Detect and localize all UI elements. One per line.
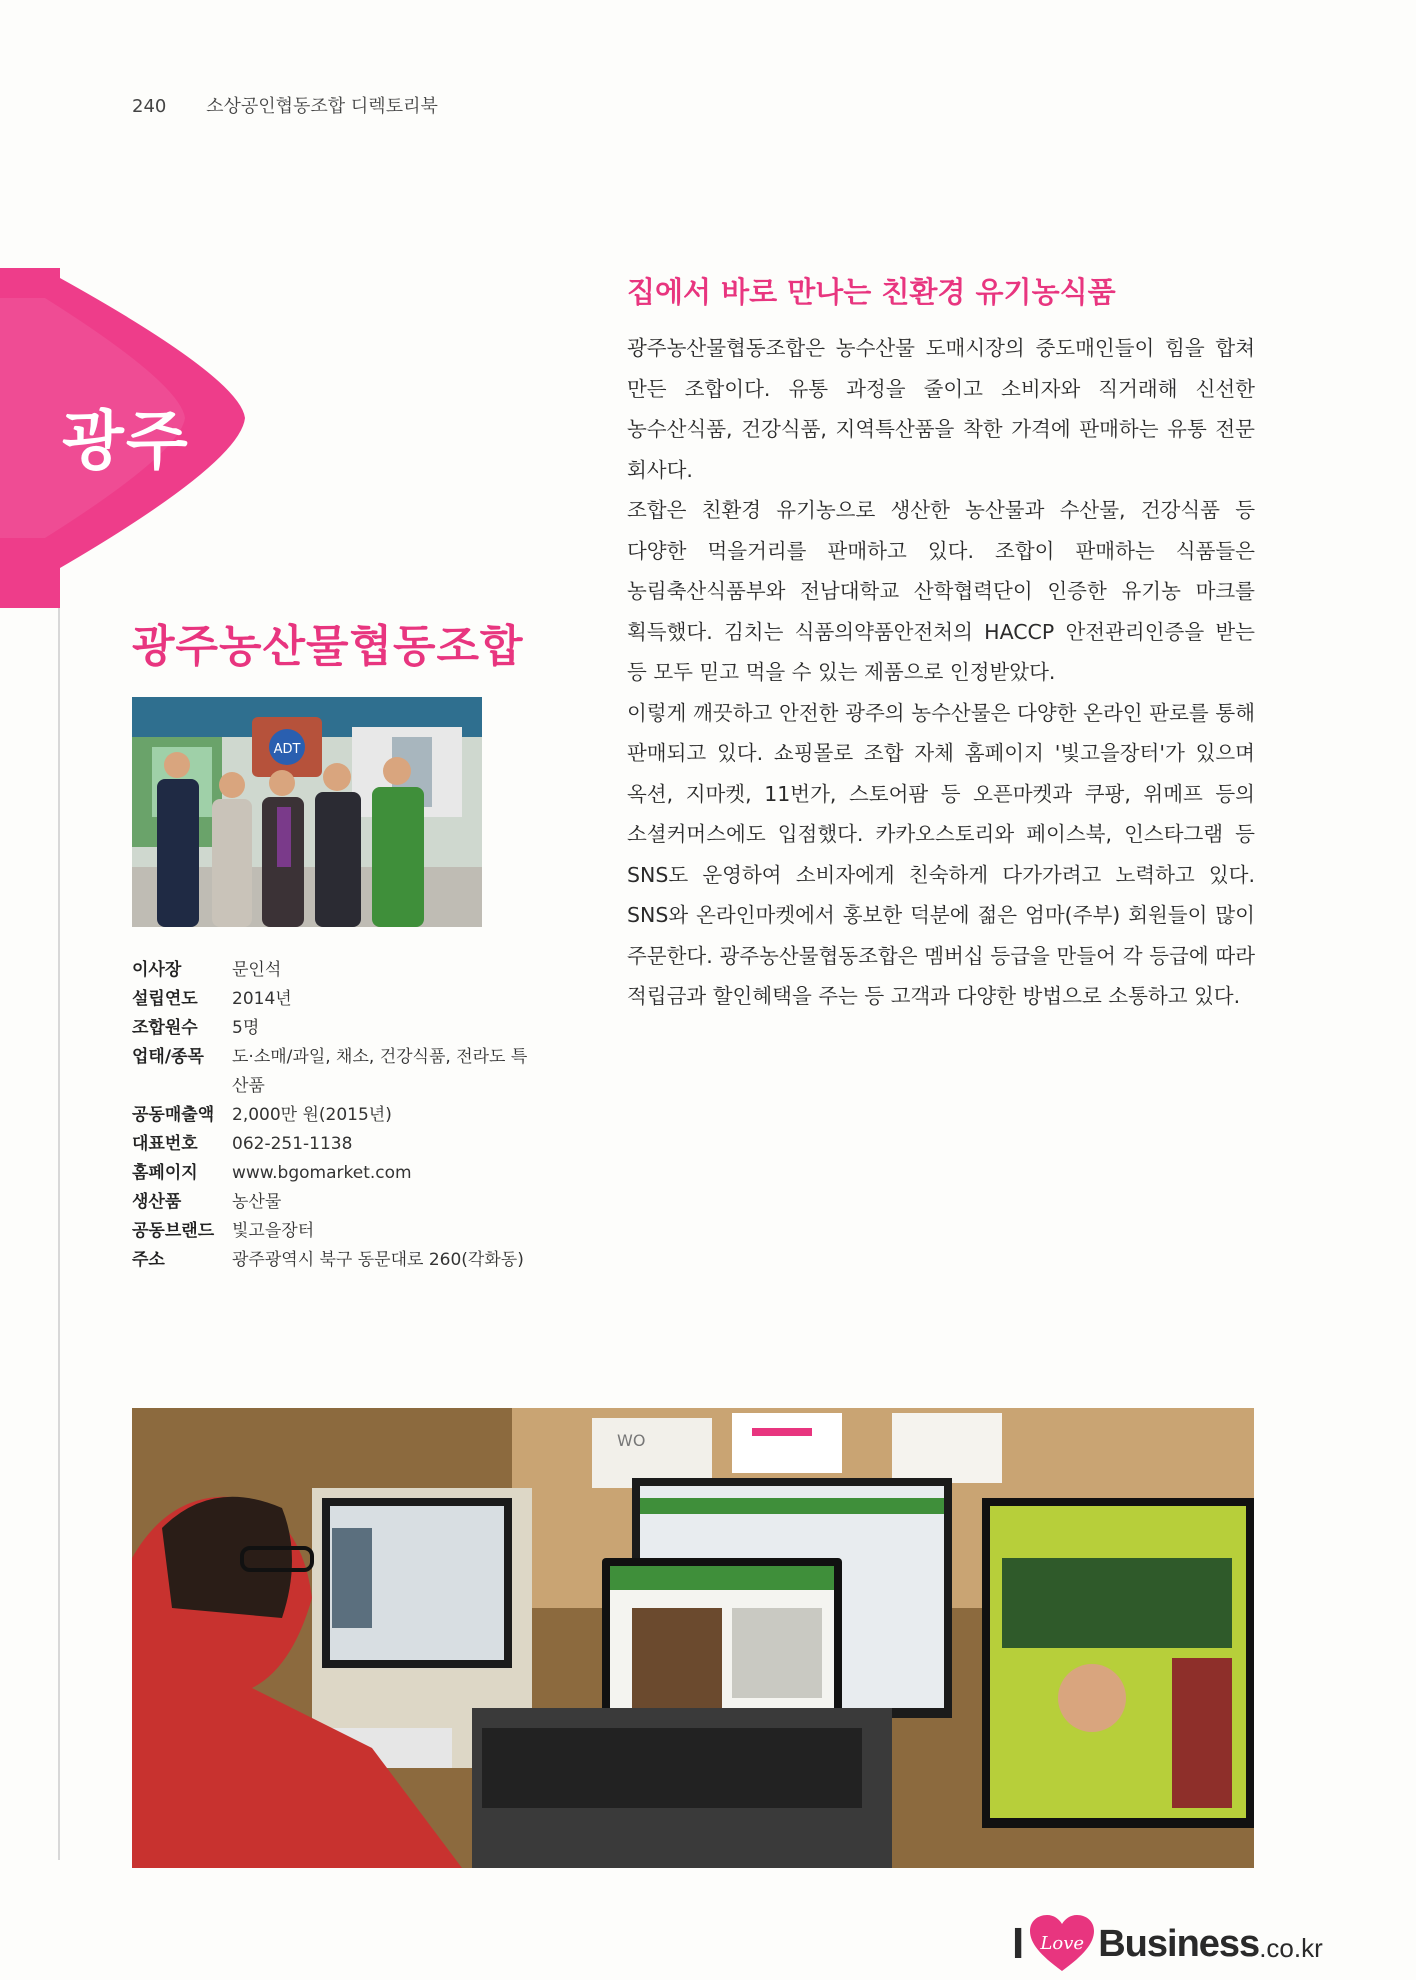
info-row: [132, 1188, 542, 1217]
footer-logo: [1012, 1915, 1323, 1973]
info-value: 062-251-1138: [232, 1134, 353, 1154]
info-row: [132, 956, 542, 985]
office-computers-photo: [132, 1408, 1254, 1868]
info-row: [132, 1043, 542, 1101]
info-row: [132, 985, 542, 1014]
members-photo: [132, 697, 482, 927]
article-body: [627, 328, 1255, 1017]
info-row: [132, 1014, 542, 1043]
info-row: [132, 1101, 542, 1130]
info-key: 대표번호: [132, 1134, 198, 1154]
article-paragraph: 광주농산물협동조합은 농수산물 도매시장의 중도매인들이 힘을 합쳐 만든 조합이다. 유통 과정을 줄이고 소비자와 직거래해 신선한 농수산식품, 건강식품, 지역특산품을 착한 가격에 판매하는 유통 전문 회사다.: [627, 336, 1255, 482]
info-row: [132, 1130, 542, 1159]
board-note-text: WO: [617, 1431, 646, 1450]
info-key: 공동매출액: [132, 1105, 215, 1125]
info-key: 주소: [132, 1250, 165, 1270]
info-value: 농산물: [232, 1192, 282, 1212]
org-name: 광주농산물협동조합: [132, 621, 524, 672]
info-value: 문인석: [232, 960, 282, 980]
adt-sign-text: ADT: [273, 742, 301, 757]
info-key: 공동브랜드: [132, 1221, 215, 1241]
book-title: 소상공인협동조합 디렉토리북: [206, 96, 438, 117]
info-key: 설립연도: [132, 989, 198, 1009]
info-key: 조합원수: [132, 1018, 198, 1038]
article-title: 집에서 바로 만나는 친환경 유기농식품: [627, 275, 1116, 309]
logo-i-text: I: [1012, 1919, 1025, 1968]
info-table: [132, 956, 542, 1275]
info-value: 2014년: [232, 989, 292, 1009]
info-value: 광주광역시 북구 동문대로 260(각화동): [232, 1250, 524, 1270]
article-paragraph: 이렇게 깨끗하고 안전한 광주의 농수산물은 다양한 온라인 판로를 통해 판매되고 있다. 쇼핑몰로 조합 자체 홈페이지 '빛고을장터'가 있으며 옥션, 지마켓, 11번가, 스토어팜 등 오픈마켓과 쿠팡, 위메프 등의 소셜커머스에도 입점했다. 카카오스토리와 페이스북, 인스타그램 등 SNS도 운영하여 소비자에게 친숙하게 다가가려고 노력하고 있다. SNS와 온라인마켓에서 홍보한 덕분에 젊은 엄마(주부) 회원들이 많이 주문한다. 광주농산물협동조합은 멤버십 등급을 만들어 각 등급에 따라 적립금과 할인혜택을 주는 등 고객과 다양한 방법으로 소통하고 있다.: [627, 700, 1255, 1008]
article-paragraph: 조합은 친환경 유기농으로 생산한 농산물과 수산물, 건강식품 등 다양한 먹을거리를 판매하고 있다. 조합이 판매하는 식품들은 농림축산식품부와 전남대학교 산학협력단이 인증한 유기농 마크를 획득했다. 김치는 식품의약품안전처의 HACCP 안전관리인증을 받는 등 모두 믿고 먹을 수 있는 제품으로 인정받았다.: [627, 498, 1255, 684]
info-key: 홈페이지: [132, 1163, 198, 1183]
info-row: [132, 1246, 542, 1275]
info-value: 빛고을장터: [232, 1221, 315, 1241]
page-number: 240: [132, 96, 167, 117]
info-key: 이사장: [132, 960, 182, 980]
logo-business-text: Business: [1098, 1922, 1260, 1965]
info-value: www.bgomarket.com: [232, 1163, 412, 1183]
heart-icon: [1030, 1915, 1094, 1973]
logo-love-text: Love: [1040, 1933, 1085, 1954]
page-header: [132, 92, 438, 118]
info-key: 업태/종목: [132, 1047, 204, 1067]
info-value: 5명: [232, 1018, 260, 1038]
info-value: 도·소매/과일, 채소, 건강식품, 전라도 특산품: [232, 1047, 528, 1096]
info-value: 2,000만 원(2015년): [232, 1105, 392, 1125]
region-label: 광주: [62, 405, 190, 479]
info-row: [132, 1159, 542, 1188]
logo-tld-text: .co.kr: [1259, 1932, 1323, 1963]
info-row: [132, 1217, 542, 1246]
info-key: 생산품: [132, 1192, 182, 1212]
